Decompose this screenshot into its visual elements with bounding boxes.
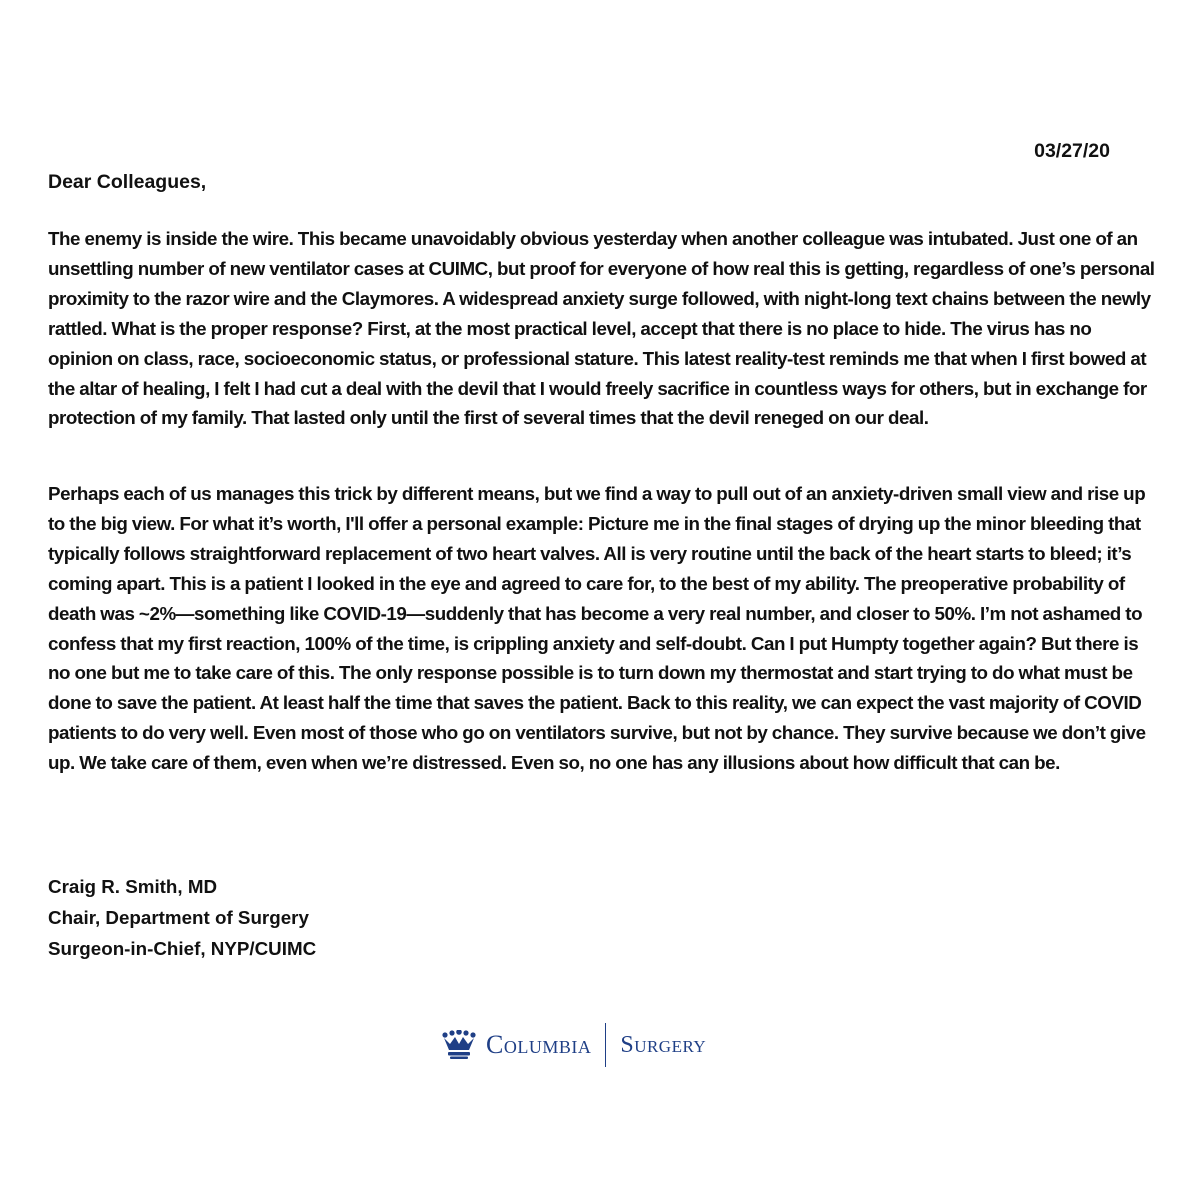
signature-block xyxy=(48,871,316,964)
logo-divider xyxy=(605,1023,606,1067)
salutation: Dear Colleagues, xyxy=(48,171,207,193)
signature-title-2: Surgeon-in-Chief, NYP/CUIMC xyxy=(48,938,317,959)
logo-wordmark-columbia: Columbia xyxy=(486,1030,592,1059)
letter-date: 03/27/20 xyxy=(1034,140,1110,162)
logo-wordmark-surgery: Surgery xyxy=(620,1031,707,1058)
crown-icon xyxy=(440,1030,478,1060)
signature-title-1: Chair, Department of Surgery xyxy=(48,907,309,928)
columbia-surgery-logo xyxy=(440,1022,706,1068)
body-paragraph-2: Perhaps each of us manages this trick by different means, but we find a way to pull out of an anxiety-driven small view and rise up to the big view. For what it’s worth, I'll offer a personal example: Picture me in the final stages of drying up the minor bleeding that typically follows straightforward replacement of two heart valves. All is very routine until the back of the heart starts to bleed; it’s coming apart. This is a patient I looked in the eye and agreed to care for, to the best of my ability. The preoperative probability of death was ~2%—something like COVID-19—suddenly that has become a very real number, and closer to 50%. I’m not ashamed to confess that my first reaction, 100% of the time, is crippling anxiety and self-doubt. Can I put Humpty together again? But there is no one but me to take care of this. The only response possible is to turn down my thermostat and start trying to do what must be done to save the patient. At least half the time that saves the patient. Back to this reality, we can expect the vast majority of COVID patients to do very well. Even most of those who go on ventilators survive, but not by chance. They survive because we don’t give up. We take care of them, even when we’re distressed. Even so, no one has any illusions about how difficult that can be. xyxy=(48,483,1146,774)
body-paragraph-1: The enemy is inside the wire. This became unavoidably obvious yesterday when another colleague was intubated. Just one of an unsettling number of new ventilator cases at CUIMC, but proof for everyone of how real this is getting, regardless of one’s personal proximity to the razor wire and the Claymores. A widespread anxiety surge followed, with night-long text chains between the newly rattled. What is the proper response? First, at the most practical level, accept that there is no place to hide. The virus has no opinion on class, race, socioeconomic status, or professional stature. This latest reality-test reminds me that when I first bowed at the altar of healing, I felt I had cut a deal with the devil that I would freely sacrifice in countless ways for others, but in exchange for protection of my family. That lasted only until the first of several times that the devil reneged on our deal. xyxy=(48,228,1155,429)
signature-name: Craig R. Smith, MD xyxy=(48,876,218,897)
